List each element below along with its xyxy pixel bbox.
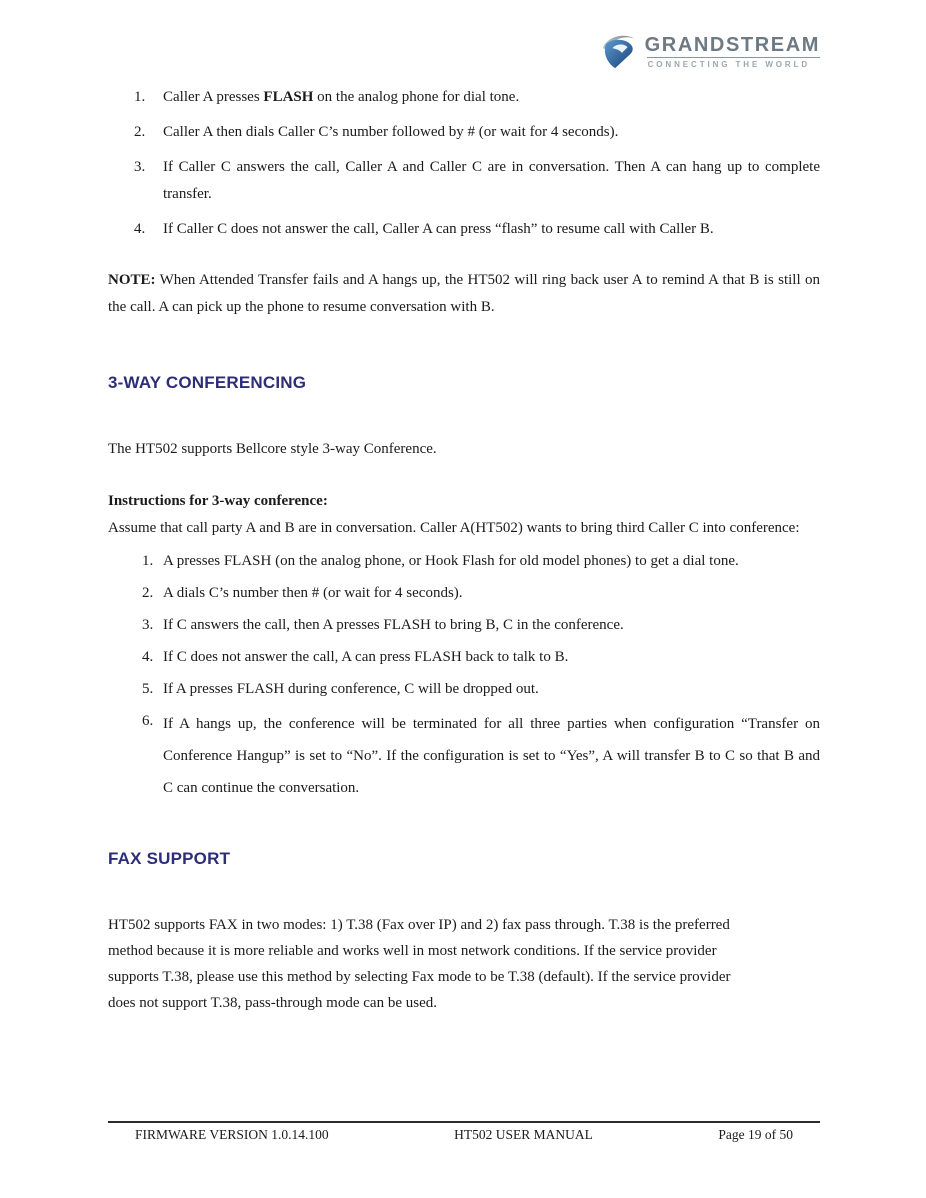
list-item — [108, 644, 820, 671]
list-item — [108, 580, 820, 607]
item-text-bold: FLASH — [263, 89, 314, 105]
item-text: If C does not answer the call, A can press FLASH back to talk to B. — [163, 649, 569, 665]
item-number: 1. — [134, 89, 146, 105]
logo-text — [645, 34, 820, 69]
list-item — [108, 119, 820, 146]
list-item — [108, 84, 820, 111]
note-text: When Attended Transfer fails and A hangs up, the HT502 will ring back user A to remind A that B is still on the call. A can pick up the phone to resume conversation with B. — [108, 272, 820, 315]
item-number: 5. — [142, 681, 154, 697]
list-item — [108, 708, 820, 804]
page-footer — [108, 1121, 820, 1143]
grandstream-logo-icon — [600, 32, 638, 70]
instructions-text: Assume that call party A and B are in conversation. Caller A(HT502) wants to bring third Caller C into conference: — [108, 520, 800, 536]
item-text: If A hangs up, the conference will be terminated for all three parties when configuration “Transfer on Conference Hangup” is set to “No”. If the configuration is set to “Yes”, A will transfer B to C so that B and C can continue the conversation. — [163, 716, 820, 796]
item-number: 3. — [134, 159, 146, 175]
section-heading-fax-support: FAX SUPPORT — [108, 849, 231, 868]
item-text: If C answers the call, then A presses FLASH to bring B, C in the conference. — [163, 617, 624, 633]
list-item — [108, 676, 820, 703]
logo-divider — [647, 57, 820, 58]
item-text: A presses FLASH (on the analog phone, or Hook Flash for old model phones) to get a dial tone. — [163, 553, 739, 569]
item-number: 6. — [142, 713, 154, 729]
note-paragraph — [108, 267, 820, 321]
item-text: If A presses FLASH during conference, C will be dropped out. — [163, 681, 539, 697]
item-text-post: on the analog phone for dial tone. — [313, 89, 520, 105]
item-text: If Caller C does not answer the call, Caller A can press “flash” to resume call with Caller B. — [163, 221, 714, 237]
logo-brand: GRANDSTREAM — [644, 33, 820, 56]
footer-manual-title: HT502 USER MANUAL — [454, 1127, 593, 1142]
item-text — [163, 84, 820, 111]
instructions-heading: Instructions for 3-way conference: — [108, 493, 328, 509]
list-item — [108, 216, 820, 243]
item-text: If Caller C answers the call, Caller A and Caller C are in conversation. Then A can hang up to complete transfer. — [163, 159, 820, 202]
logo-tagline: CONNECTING THE WORLD — [647, 59, 811, 69]
list-item — [108, 154, 820, 208]
item-number: 4. — [142, 649, 154, 665]
item-number: 4. — [134, 221, 146, 237]
list-item — [108, 612, 820, 639]
item-number: 2. — [142, 585, 154, 601]
footer-page-number: Page 19 of 50 — [718, 1127, 793, 1142]
item-text: A dials C’s number then # (or wait for 4 seconds). — [163, 585, 463, 601]
conference-steps — [108, 548, 820, 804]
footer-firmware-version: FIRMWARE VERSION 1.0.14.100 — [135, 1127, 329, 1142]
note-label: NOTE: — [108, 272, 156, 288]
item-number: 3. — [142, 617, 154, 633]
section-heading-3way-conferencing: 3-WAY CONFERENCING — [108, 373, 307, 392]
conference-intro-paragraph: The HT502 supports Bellcore style 3-way Conference. — [108, 441, 437, 457]
item-number: 1. — [142, 553, 154, 569]
conference-instructions — [108, 488, 820, 542]
item-text-pre: Caller A presses — [163, 89, 264, 105]
item-text: Caller A then dials Caller C’s number followed by # (or wait for 4 seconds). — [163, 124, 619, 140]
item-number: 2. — [134, 124, 146, 140]
header-logo — [600, 32, 820, 70]
fax-paragraph: HT502 supports FAX in two modes: 1) T.38 (Fax over IP) and 2) fax pass through. T.38 is the preferred method because it is more reliable and works well in most network conditions. If the service provider supports T.38, please use this method by selecting Fax mode to be T.38 (default). If the service provider does not support T.38, pass-through mode can be used. — [108, 917, 731, 1011]
attended-transfer-steps — [108, 84, 820, 243]
list-item — [108, 548, 820, 575]
